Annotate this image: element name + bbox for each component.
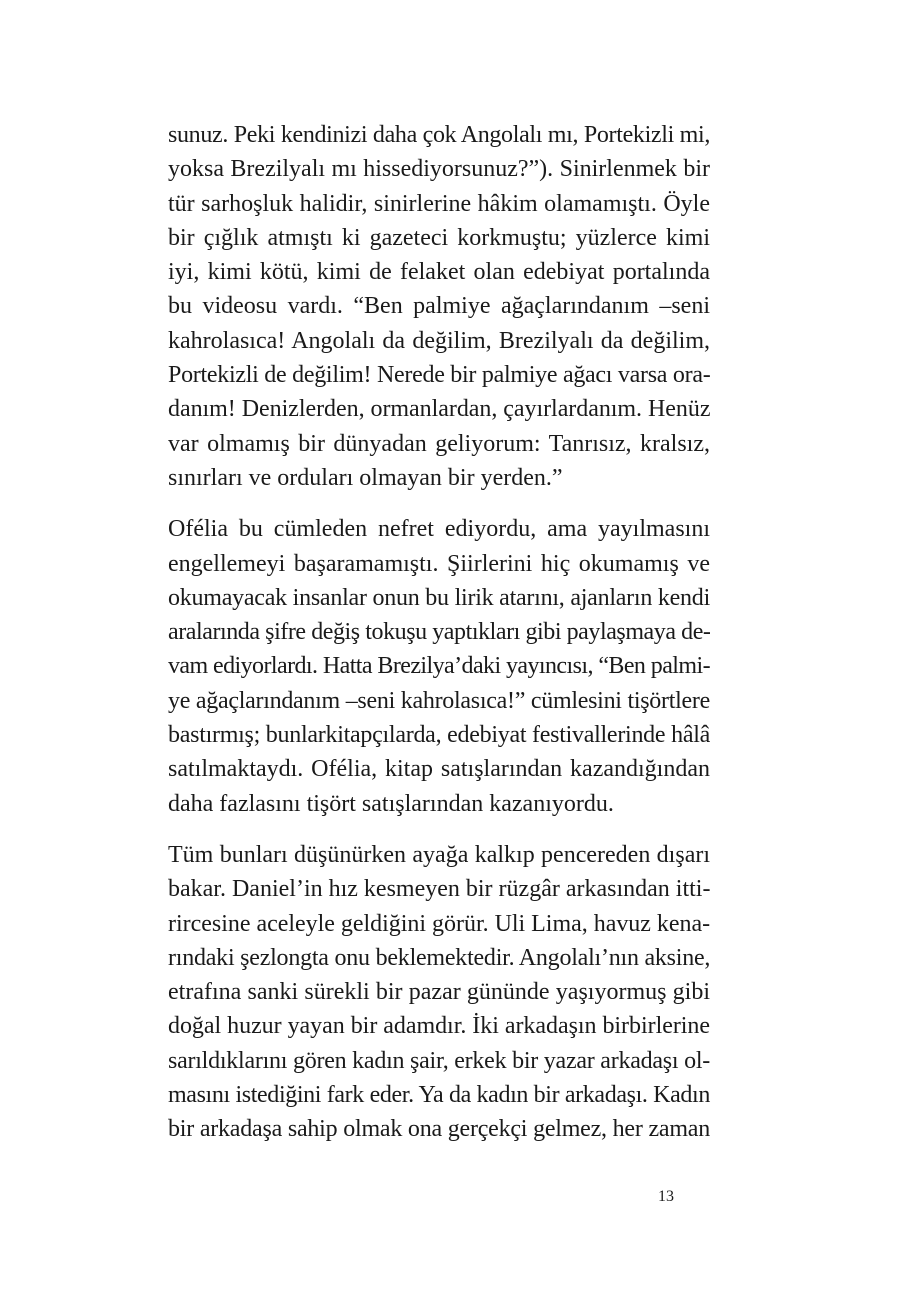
text-line: aralarında şifre değiş tokuşu yaptıkları gibi paylaşmaya de- <box>168 619 711 646</box>
text-line: masını istediğini fark eder. Ya da kadın bir arkadaşı. Kadın <box>168 1082 710 1109</box>
text-line: yoksa Brezilyalı mı hissediyorsunuz?”). Sinirlenmek bir <box>168 156 710 183</box>
text-line: Ofélia bu cümleden nefret ediyordu, ama yayılmasını <box>168 516 710 543</box>
text-line: bir çığlık atmıştı ki gazeteci korkmuştu; yüzlerce kimi <box>168 224 710 251</box>
text-line: sarıldıklarını gören kadın şair, erkek bir yazar arkadaşı ol- <box>168 1047 710 1074</box>
text-line: Portekizli de değilim! Nerede bir palmiye ağacı varsa ora- <box>168 362 711 389</box>
text-line: bakar. Daniel’in hız kesmeyen bir rüzgâr arkasından itti- <box>168 876 711 903</box>
body-text <box>168 118 710 1164</box>
text-line: doğal huzur yayan bir adamdır. İki arkadaşın birbirlerine <box>168 1013 710 1040</box>
text-line: satılmaktaydı. Ofélia, kitap satışlarından kazandığından <box>168 756 710 783</box>
paragraph-2 <box>168 512 710 821</box>
text-line: bu videosu vardı. “Ben palmiye ağaçlarındanım –seni <box>168 293 710 320</box>
text-line: etrafına sanki sürekli bir pazar gününde yaşıyormuş gibi <box>168 979 710 1006</box>
text-line: sınırları ve orduları olmayan bir yerden.” <box>168 464 563 491</box>
text-line: tür sarhoşluk halidir, sinirlerine hâkim olamamıştı. Öyle <box>168 190 710 217</box>
text-line: kahrolasıca! Angolalı da değilim, Brezilyalı da değilim, <box>168 327 710 354</box>
text-line: ye ağaçlarındanım –seni kahrolasıca!” cümlesini tişörtlere <box>168 687 710 714</box>
text-line: bir arkadaşa sahip olmak ona gerçekçi gelmez, her zaman <box>168 1116 710 1143</box>
text-line: sunuz. Peki kendinizi daha çok Angolalı mı, Portekizli mi, <box>168 122 710 148</box>
text-line: iyi, kimi kötü, kimi de felaket olan edebiyat portalında <box>168 259 710 286</box>
text-line: daha fazlasını tişört satışlarından kazanıyordu. <box>168 790 614 817</box>
text-line: bastırmış; bunlarkitapçılarda, edebiyat festivallerinde hâlâ <box>168 722 710 749</box>
page-number: 13 <box>658 1188 674 1205</box>
text-line: vam ediyorlardı. Hatta Brezilya’daki yayıncısı, “Ben palmi- <box>168 653 710 680</box>
text-line: engellemeyi başaramamıştı. Şiirlerini hiç okumamış ve <box>168 550 710 577</box>
paragraph-3 <box>168 838 710 1147</box>
text-line: rındaki şezlongta onu beklemektedir. Angolalı’nın aksine, <box>168 944 711 971</box>
text-line: var olmamış bir dünyadan geliyorum: Tanrısız, kralsız, <box>168 430 710 457</box>
text-line: danım! Denizlerden, ormanlardan, çayırlardanım. Henüz <box>168 396 711 423</box>
paragraph-1 <box>168 118 710 495</box>
text-line: okumayacak insanlar onun bu lirik atarını, ajanların kendi <box>168 584 710 611</box>
text-line: rircesine aceleyle geldiğini görür. Uli Lima, havuz kena- <box>168 910 711 937</box>
text-line: Tüm bunları düşünürken ayağa kalkıp pencereden dışarı <box>168 841 710 868</box>
